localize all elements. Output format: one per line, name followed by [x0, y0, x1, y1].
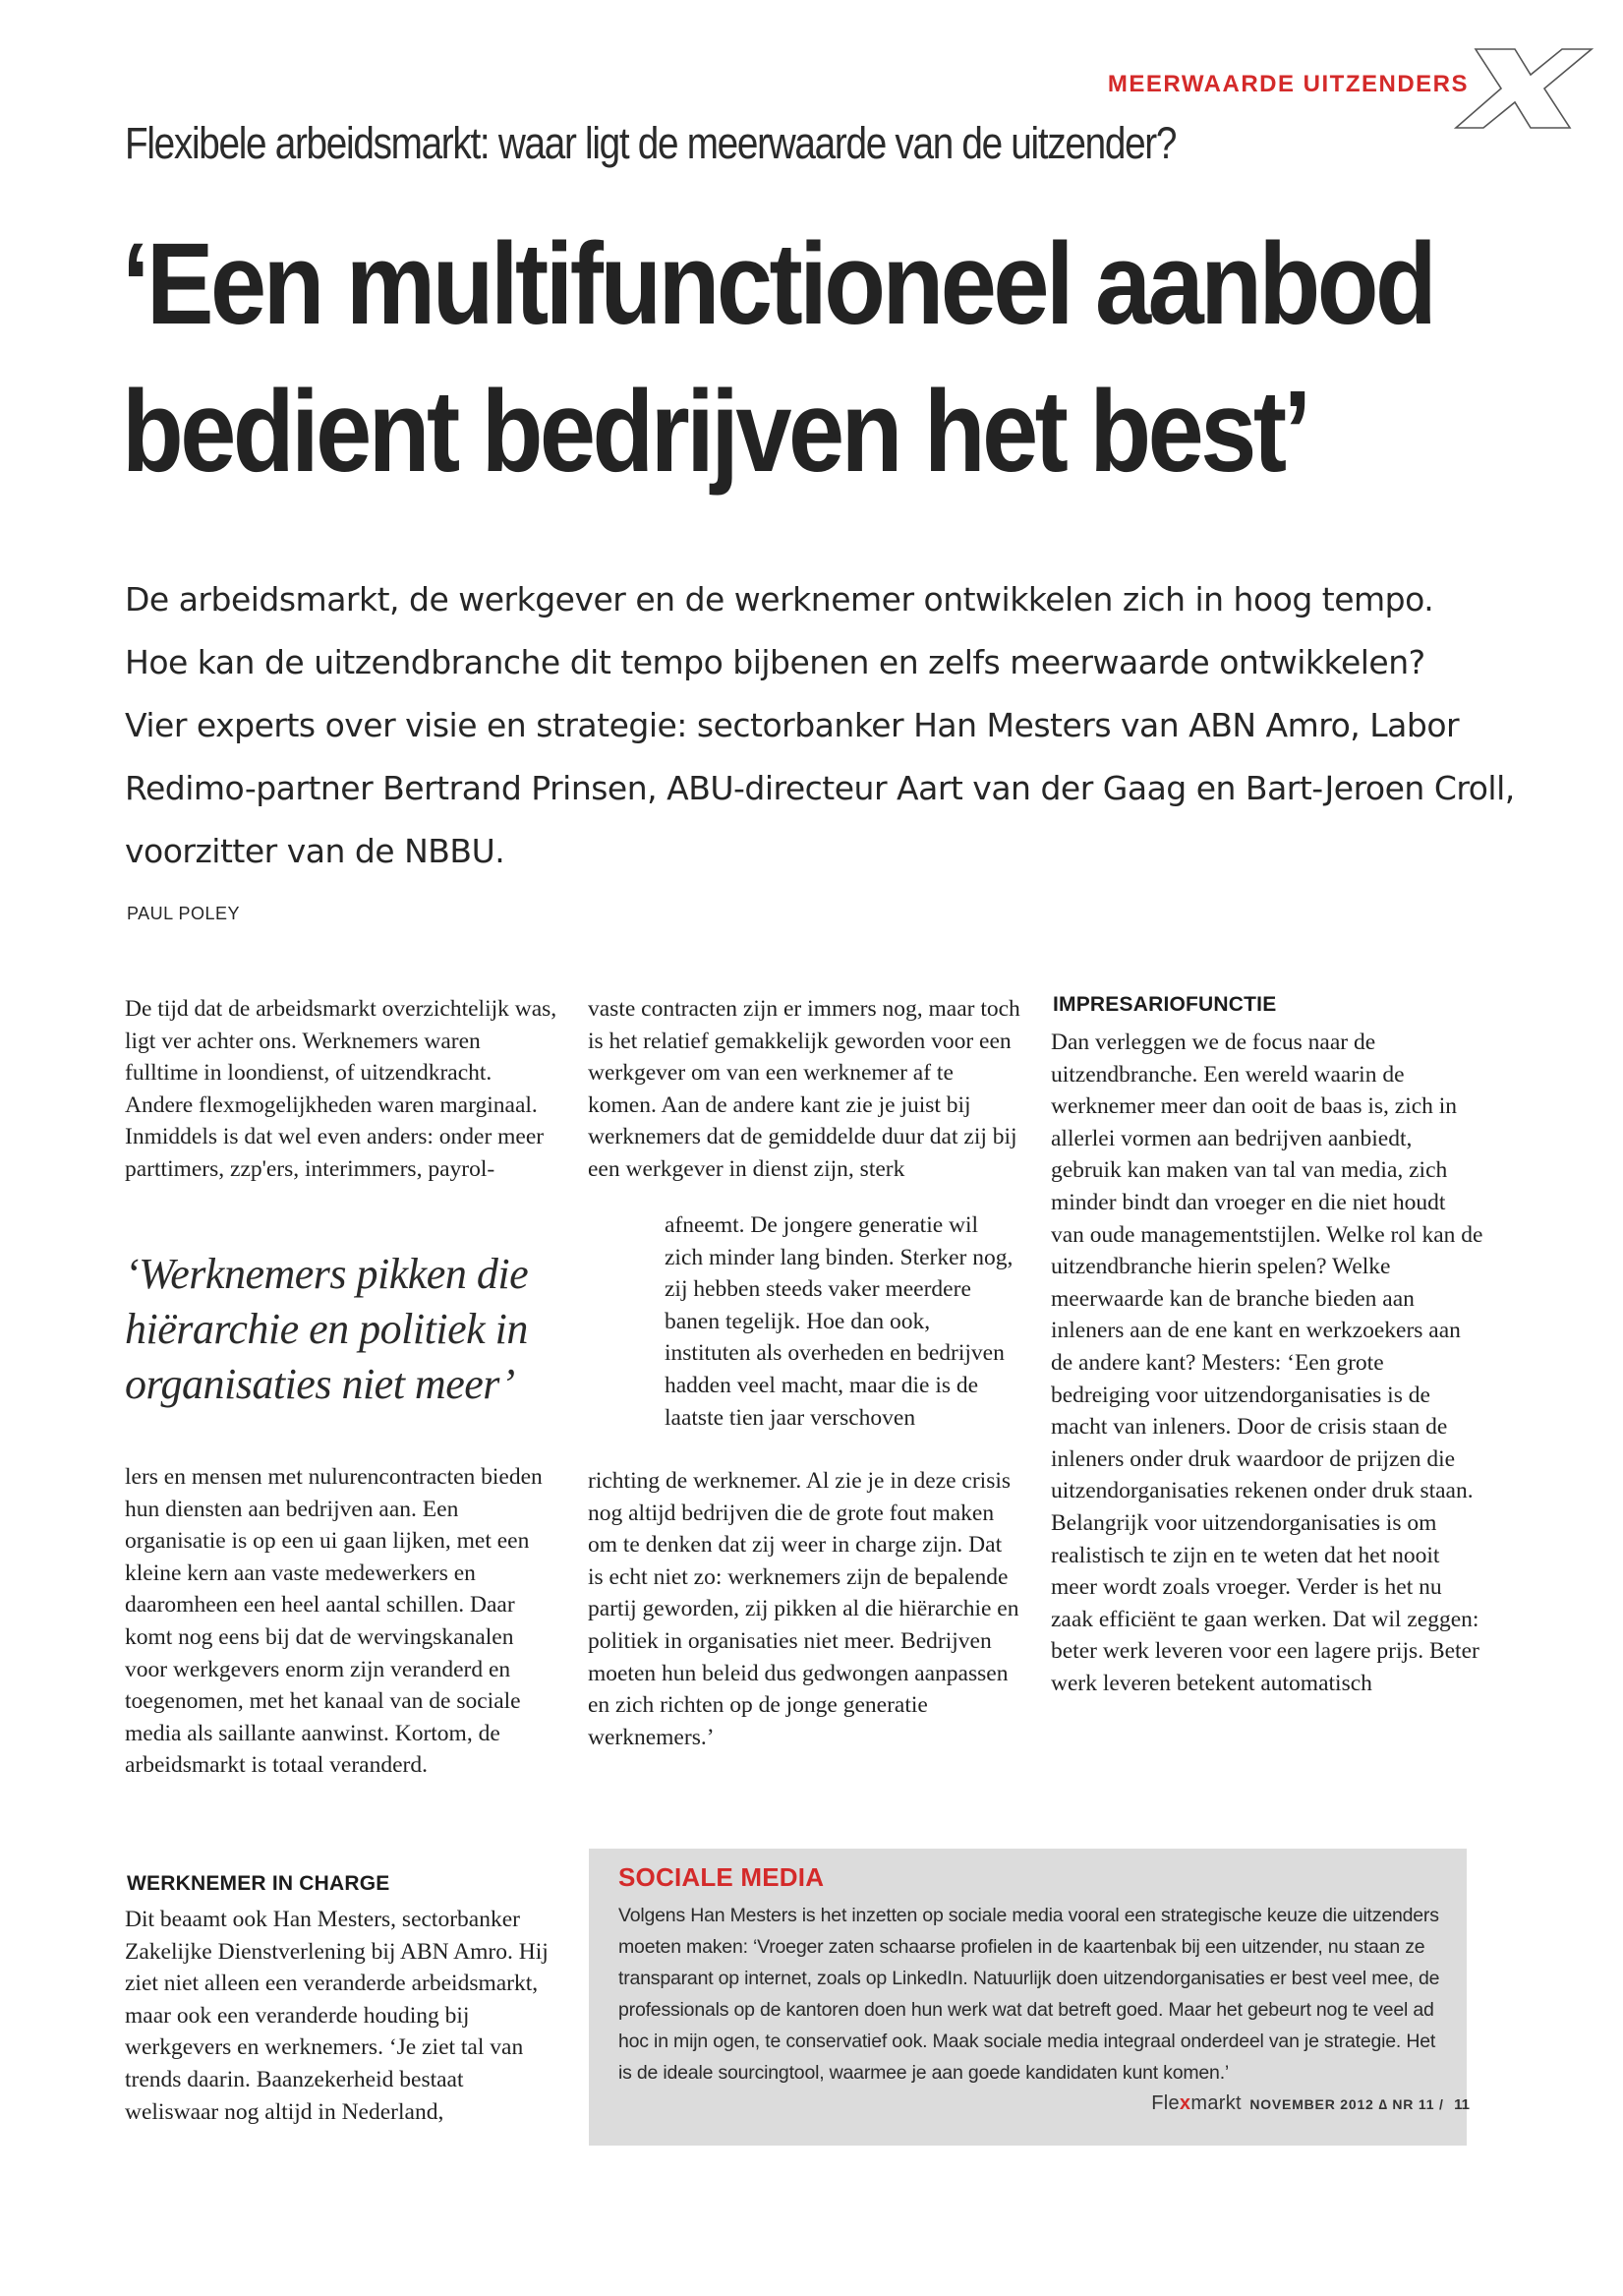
section-tag: MEERWAARDE UITZENDERS: [1107, 71, 1469, 97]
brand-x: x: [1179, 2092, 1191, 2114]
subhead-impresariofunctie: IMPRESARIOFUNCTIE: [1053, 993, 1277, 1016]
headline-line-2: bedient bedrijven het best’: [122, 367, 1308, 497]
body-text: vaste contracten zijn er immers nog, maar toch is het relatief gemakkelijk geworden voor een werkgever om van een werknemer af te komen. Aan de andere kant zie je juist bij werknemers dat de gemiddelde duur dat zij bij een werkgever in dienst zijn, sterk: [588, 996, 1020, 1182]
page-number: 11: [1454, 2096, 1470, 2113]
body-text: Dit beaamt ook Han Mesters, sectorbanker Zakelijke Dienstverlening bij ABN Amro. Hij ziet niet alleen een veranderde arbeidsmarkt, maar ook een veranderde houding bij werkgevers en werknemers. ‘Je ziet tal van trends daarin. Baanzekerheid bestaat weliswaar nog altijd in Nederland,: [125, 1907, 549, 2125]
brand-prefix: Fle: [1151, 2092, 1180, 2114]
column-1-top: [125, 993, 557, 1186]
subhead-werknemer-in-charge: WERKNEMER IN CHARGE: [127, 1872, 390, 1895]
column-2-indented: [665, 1209, 1018, 1434]
column-3: [1051, 1027, 1483, 1699]
intro-paragraph-2: Hoe kan de uitzendbranche dit tempo bijbenen en zelfs meerwaarde ontwikkelen?: [125, 643, 1425, 681]
article-headline: [122, 210, 1434, 505]
article-kicker: Flexibele arbeidsmarkt: waar ligt de meerwaarde van de uitzender?: [125, 118, 1177, 168]
headline-line-1: ‘Een multifunctioneel aanbod: [122, 219, 1434, 349]
byline: PAUL POLEY: [127, 904, 241, 923]
body-text: richting de werknemer. Al zie je in deze crisis nog altijd bedrijven die de grote fout maken om te denken dat zij weer in charge zijn. Dat is echt niet zo: werknemers zijn de bepalende partij geworden, zij pikken al die hiërarchie en politiek in organisaties niet meer. Bedrijven moeten hun beleid dus gedwongen aanpassen en zich richten op de jonge generatie werknemers.’: [588, 1468, 1019, 1750]
pull-quote: ‘Werknemers pikken die hiërarchie en politiek in organisaties niet meer’: [125, 1250, 529, 1408]
magazine-brand: [1151, 2092, 1242, 2114]
body-text: De tijd dat de arbeidsmarkt overzichtelijk was, ligt ver achter ons. Werknemers waren fulltime in loondienst, of uitzendkracht. Andere flexmogelijkheden waren marginaal. Inmiddels is dat wel even anders: onder meer parttimers, zzp'ers, interimmers, payrol-: [125, 996, 557, 1182]
column-2-bottom: [588, 1465, 1020, 1753]
brand-suffix: markt: [1190, 2092, 1242, 2114]
intro-paragraph-1: De arbeidsmarkt, de werkgever en de werknemer ontwikkelen zich in hoog tempo.: [125, 580, 1434, 618]
column-1-middle: [125, 1461, 557, 1782]
body-text: Dan verleggen we de focus naar de uitzendbranche. Een wereld waarin de werknemer meer dan ooit de baas is, zich in allerlei vormen aan bedrijven aanbiedt, gebruik kan maken van tal van media, zich minder bindt dan vroeger en die niet houdt van oude managementstijlen. Welke rol kan de uitzendbranche hierin spelen? Welke meerwaarde kan de branche bieden aan inleners aan de ene kant en werkzoekers aan de andere kant? Mesters: ‘Een grote bedreiging voor uitzendorganisaties is de macht van inleners. Door de crisis staan de inleners onder druk waardoor de prijzen die uitzendorganisaties rekenen onder druk staan. Belangrijk voor uitzendorganisaties is om realistisch te zijn en te weten dat het nooit meer wordt zoals vroeger. Verder is het nu zaak efficiënt te gaan werken. Dat wil zeggen: beter werk leveren voor een lagere prijs. Beter werk leveren betekent automatisch: [1051, 1030, 1483, 1696]
body-text: lers en mensen met nulurencontracten bieden hun diensten aan bedrijven aan. Een organisatie is op een ui gaan lijken, met een kleine kern aan vaste medewerkers en daaromheen een heel aantal schillen. Daar komt nog eens bij dat de wervingskanalen voor werkgevers enorm zijn veranderd en toegenomen, met het kanaal van de sociale media als saillante aanwinst. Kortom, de arbeidsmarkt is totaal veranderd.: [125, 1464, 543, 1779]
x-outline-logo-icon: [1454, 39, 1601, 138]
intro-paragraph-3: Vier experts over visie en strategie: sectorbanker Han Mesters van ABN Amro, Labor Redimo-partner Bertrand Prinsen, ABU-directeur Aart van der Gaag en Bart-Jeroen Croll, voorzitter van de NBBU.: [125, 706, 1515, 870]
column-2-top: [588, 993, 1020, 1186]
sidebar-title: SOCIALE MEDIA: [618, 1862, 825, 1892]
page-footer: [1151, 2092, 1470, 2115]
column-1-bottom: [125, 1904, 557, 2128]
article-intro: [125, 568, 1521, 883]
issue-info: NOVEMBER 2012 ∆ NR 11 /: [1249, 2096, 1444, 2112]
body-text: afneemt. De jongere generatie wil zich minder lang binden. Sterker nog, zij hebben steeds vaker meerdere banen tegelijk. Hoe dan ook, instituten als overheden en bedrijven hadden veel macht, maar die is de laatste tien jaar verschoven: [665, 1212, 1014, 1431]
sidebar-body: Volgens Han Mesters is het inzetten op sociale media vooral een strategische keuze die uitzenders moeten maken: ‘Vroeger zaten schaarse profielen in de kaartenbak bij een uitzender, nu staan ze transparant op internet, zoals op LinkedIn. Natuurlijk doen uitzendorganisaties er best veel mee, de professionals op de kantoren doen hun werk wat dat betreft goed. Maar het gebeurt nog te veel ad hoc in mijn ogen, te conservatief ook. Maak sociale media integraal onderdeel van je strategie. Het is de ideale sourcingtool, waarmee je aan goede kandidaten kunt komen.’: [618, 1905, 1440, 2084]
